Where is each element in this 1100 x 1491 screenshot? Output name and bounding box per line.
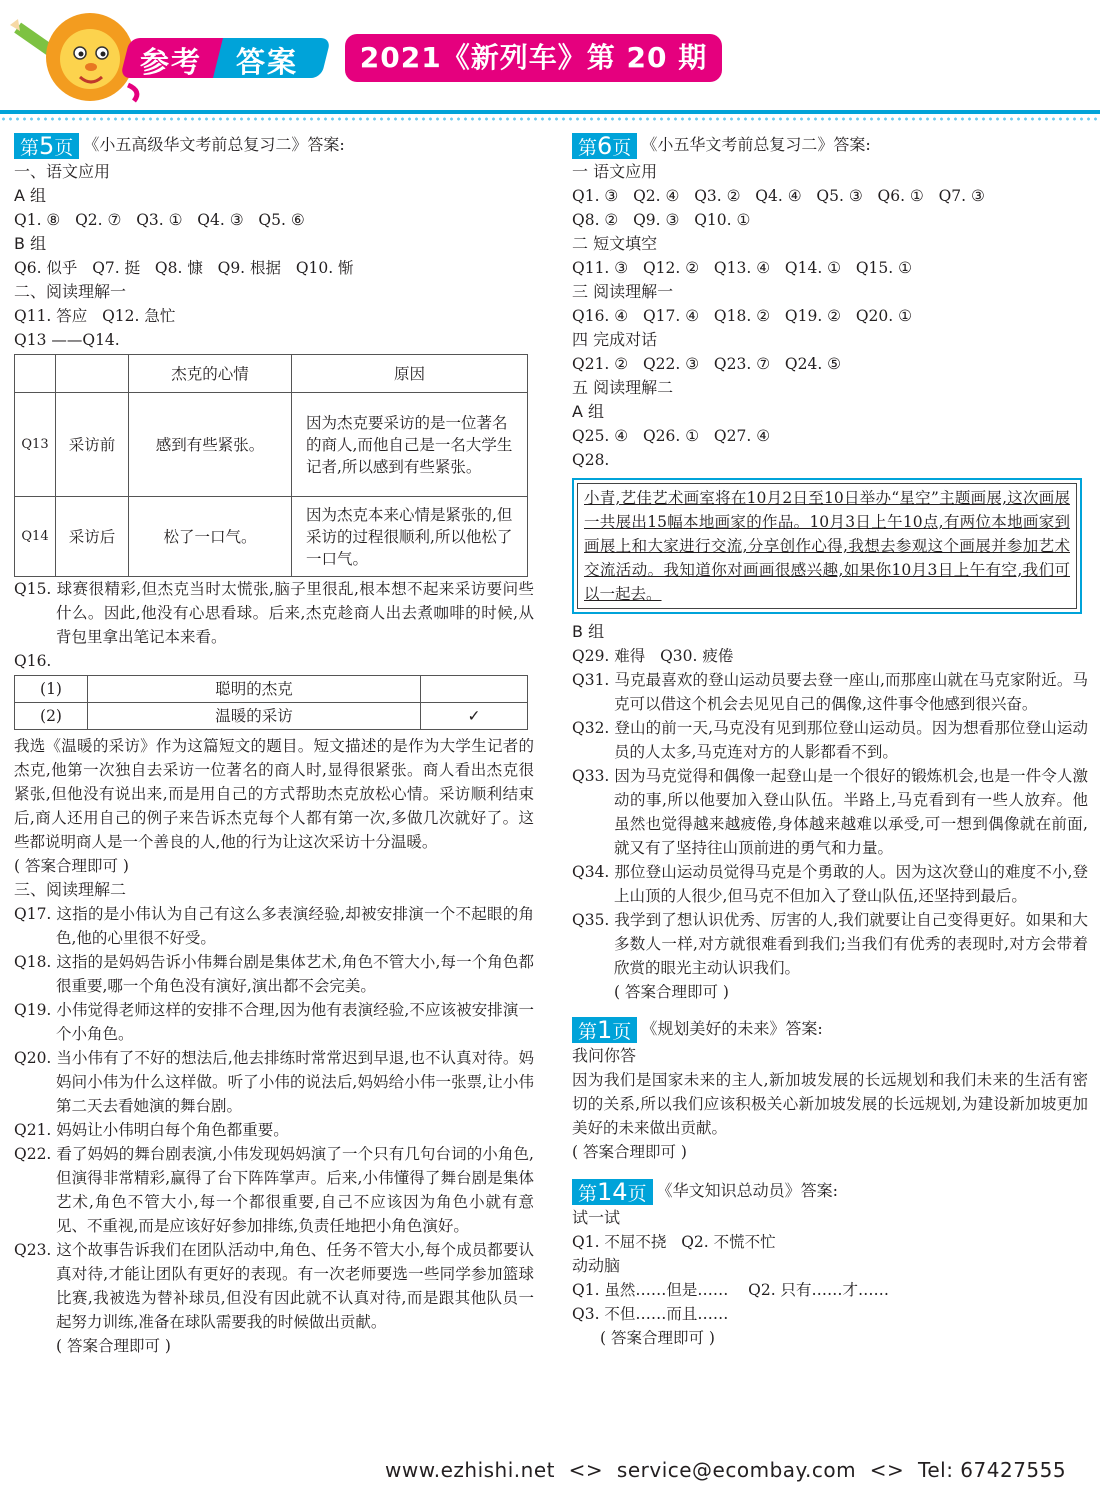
page-badge-p6: 第6页 (572, 133, 637, 159)
header-divider (0, 110, 1100, 114)
section-header-p1 (572, 1014, 1088, 1044)
answer-item: Q20. 当小伟有了不好的想法后,他去排练时常常迟到早退,也不认真对待。妈妈问小伟为什么这样做。听了小伟的说法后,妈妈给小伟一张票,让小伟第二天去看她演的舞台剧。 (14, 1049, 534, 1115)
heading: 试一试 (572, 1208, 621, 1227)
answer-line: Q16. ④ Q17. ④ Q18. ② Q19. ② Q20. ① (572, 307, 913, 325)
answer-line: Q29. 难得 Q30. 疲倦 (572, 647, 734, 665)
header-label-a: 参考 (140, 45, 203, 79)
group-label: B 组 (14, 234, 47, 253)
heading: 二、阅读理解一 (14, 282, 127, 301)
mood-table (14, 354, 528, 577)
answer-item: Q35. 我学到了想认识优秀、厉害的人,我们就要让自己变得更好。如果和大多数人一样,对方就很难看到我们;当我们有优秀的表现时,对方会带着欣赏的眼光主动认识我们。 (572, 911, 1088, 977)
table-header: 原因 (292, 355, 528, 393)
answer-note: ( 答案合理即可 ) (614, 983, 729, 1001)
q28-answer-box (572, 478, 1082, 614)
group-label: A 组 (14, 186, 47, 205)
heading: 我问你答 (572, 1046, 637, 1065)
answer-line: Q3. 不但……而且…… (572, 1305, 729, 1323)
table-cell: 采访前 (56, 393, 129, 497)
answer-paragraph: 我选《温暖的采访》作为这篇短文的题目。短文描述的是作为大学生记者的杰克,他第一次独自去采访一位著名的商人时,显得很紧张。商人看出杰克很紧张,但他没有说出来,而是用自己的方式帮助杰克放松心情。采访顺利结束后,商人还用自己的例子来告诉杰克每个人都有第一次,多做几次就好了。这些都说明商人是一个善良的人,他的行为让这次采访十分温暖。 (14, 737, 534, 851)
table-cell: 聪明的杰克 (88, 676, 421, 703)
table-cell: (2) (15, 703, 88, 730)
answer-item: Q33. 因为马克觉得和偶像一起登山是一个很好的锻炼机会,也是一件令人激动的事,所以他要加入登山队伍。半路上,马克看到有一些人放弃。他虽然也觉得越来越疲倦,身体越来越难以承受,可一想到偶像就在前面,就又有了坚持往山顶前进的勇气和力量。 (572, 767, 1088, 857)
group-label: B 组 (572, 622, 605, 641)
answer-line: Q6. 似乎 Q7. 挺 Q8. 慷 Q9. 根据 Q10. 惭 (14, 259, 354, 277)
answer-line: Q1. ③ Q2. ④ Q3. ② Q4. ④ Q5. ③ Q6. ① Q7. ③ (572, 187, 985, 205)
answer-line: Q16. (14, 652, 52, 670)
table-cell: 因为杰克本来心情是紧张的,但采访的过程很顺利,所以他松了一口气。 (292, 497, 528, 577)
table-cell: 温暖的采访 (88, 703, 421, 730)
table-cell (421, 676, 528, 703)
answer-item: Q19. 小伟觉得老师这样的安排不合理,因为他有表演经验,不应该被安排演一个小角色。 (14, 1001, 534, 1043)
header-dots-divider (0, 116, 1100, 122)
heading: 一 语文应用 (572, 162, 658, 181)
table-header: 杰克的心情 (129, 355, 292, 393)
answer-item: Q32. 登山的前一天,马克没有见到那位登山运动员。因为想看那位登山运动员的人太多,马克连对方的人影都看不到。 (572, 719, 1088, 761)
group-label: A 组 (572, 402, 605, 421)
answer-item: Q21. 妈妈让小伟明白每个角色都重要。 (14, 1121, 289, 1139)
left-column (14, 130, 534, 1358)
page-badge-p14: 第14页 (572, 1179, 653, 1205)
answer-item: Q18. 这指的是妈妈告诉小伟舞台剧是集体艺术,角色不管大小,每一个角色都很重要,哪一个角色没有演好,演出都不会完美。 (14, 953, 534, 995)
answer-line: Q1. 虽然……但是…… Q2. 只有……才…… (572, 1281, 890, 1299)
heading: 一、语文应用 (14, 162, 111, 181)
header-label-b: 答案 (236, 45, 299, 79)
heading: 四 完成对话 (572, 330, 658, 349)
answer-line: Q25. ④ Q26. ① Q27. ④ (572, 427, 771, 445)
answer-note: ( 答案合理即可 ) (56, 1337, 171, 1355)
heading: 动动脑 (572, 1256, 621, 1275)
section-header-p5 (14, 130, 534, 160)
page-badge-p1: 第1页 (572, 1017, 637, 1043)
footer-contact: www.ezhishi.net <> service@ecombay.com <> Tel: 67427555 (385, 1458, 1067, 1482)
section-header-p14 (572, 1176, 1088, 1206)
table-cell (15, 355, 56, 393)
checkmark: ✓ (421, 703, 528, 730)
answer-paragraph: 因为我们是国家未来的主人,新加坡发展的长远规划和我们未来的生活有密切的关系,所以我们应该积极关心新加坡发展的长远规划,为建设新加坡更加美好的未来做出贡献。 (572, 1071, 1088, 1137)
issue-title: 2021《新列车》第 20 期 (345, 34, 722, 82)
answer-line: Q28. (572, 451, 610, 469)
answer-line: Q21. ② Q22. ③ Q23. ⑦ Q24. ⑤ (572, 355, 842, 373)
table-cell (56, 355, 129, 393)
table-cell: Q13 (15, 393, 56, 497)
answer-note: ( 答案合理即可 ) (572, 1143, 687, 1161)
table-cell: 松了一口气。 (129, 497, 292, 577)
answer-line: Q1. 不屈不挠 Q2. 不慌不忙 (572, 1233, 776, 1251)
answer-line: Q13 ——Q14. (14, 331, 120, 349)
q28-answer-text: 小青,艺佳艺术画室将在10月2日至10日举办“星空”主题画展,这次画展一共展出15幅本地画家的作品。10月3日上午10点,有两位本地画家到画展上和大家进行交流,分享创作心得,我想去参观这个画展并参加艺术交流活动。我知道你对画画很感兴趣,如果你10月3日上午有空,我们可以一起去。 (577, 483, 1077, 609)
heading: 五 阅读理解二 (572, 378, 674, 397)
heading: 二 短文填空 (572, 234, 658, 253)
section-title-p14: 《华文知识总动员》答案: (656, 1181, 838, 1200)
answer-line: Q8. ② Q9. ③ Q10. ① (572, 211, 751, 229)
answer-line: Q1. ⑧ Q2. ⑦ Q3. ① Q4. ③ Q5. ⑥ (14, 211, 305, 229)
heading: 三、阅读理解二 (14, 880, 127, 899)
title-choice-table (14, 675, 528, 730)
section-title-p1: 《规划美好的未来》答案: (641, 1019, 823, 1038)
answer-item: Q31. 马克最喜欢的登山运动员要去登一座山,而那座山就在马克家附近。马克可以借这个机会去见见自己的偶像,这件事令他感到很兴奋。 (572, 671, 1088, 713)
section-title-p6: 《小五华文考前总复习二》答案: (641, 135, 871, 154)
heading: 三 阅读理解一 (572, 282, 674, 301)
section-header-p6 (572, 130, 1088, 160)
answer-item: Q17. 这指的是小伟认为自己有这么多表演经验,却被安排演一个不起眼的角色,他的心里很不好受。 (14, 905, 534, 947)
page-badge-p5: 第5页 (14, 133, 79, 159)
answer-q15: Q15. 球赛很精彩,但杰克当时太慌张,脑子里很乱,根本想不起来采访要问些什么。因此,他没有心思看球。后来,杰克趁商人出去煮咖啡的时候,从背包里拿出笔记本来看。 (14, 580, 534, 646)
answer-note: ( 答案合理即可 ) (600, 1329, 715, 1347)
table-cell: (1) (15, 676, 88, 703)
table-cell: 感到有些紧张。 (129, 393, 292, 497)
header-banner (0, 0, 1100, 110)
right-column (572, 130, 1088, 1350)
answer-line: Q11. 答应 Q12. 急忙 (14, 307, 176, 325)
answer-line: Q11. ③ Q12. ② Q13. ④ Q14. ① Q15. ① (572, 259, 913, 277)
answer-item: Q23. 这个故事告诉我们在团队活动中,角色、任务不管大小,每个成员都要认真对待,才能让团队有更好的表现。有一次老师要选一些同学参加篮球比赛,我被选为替补球员,但没有因此就不认真对待,而是跟其他队员一起努力训练,准备在球队需要我的时候做出贡献。 (14, 1241, 534, 1331)
table-cell: Q14 (15, 497, 56, 577)
table-cell: 因为杰克要采访的是一位著名的商人,而他自己是一名大学生记者,所以感到有些紧张。 (292, 393, 528, 497)
answer-item: Q34. 那位登山运动员觉得马克是个勇敢的人。因为这次登山的难度不小,登上山顶的人很少,但马克不但加入了登山队伍,还坚持到最后。 (572, 863, 1088, 905)
section-title-p5: 《小五高级华文考前总复习二》答案: (83, 135, 345, 154)
table-cell: 采访后 (56, 497, 129, 577)
answer-item: Q22. 看了妈妈的舞台剧表演,小伟发现妈妈演了一个只有几句台词的小角色,但演得非常精彩,赢得了台下阵阵掌声。后来,小伟懂得了舞台剧是集体艺术,角色不管大小,每一个都很重要,自己不应该因为角色小就有意见、不重视,而是应该好好参加排练,负责任地把小角色演好。 (14, 1145, 534, 1235)
answer-note: ( 答案合理即可 ) (14, 857, 129, 875)
